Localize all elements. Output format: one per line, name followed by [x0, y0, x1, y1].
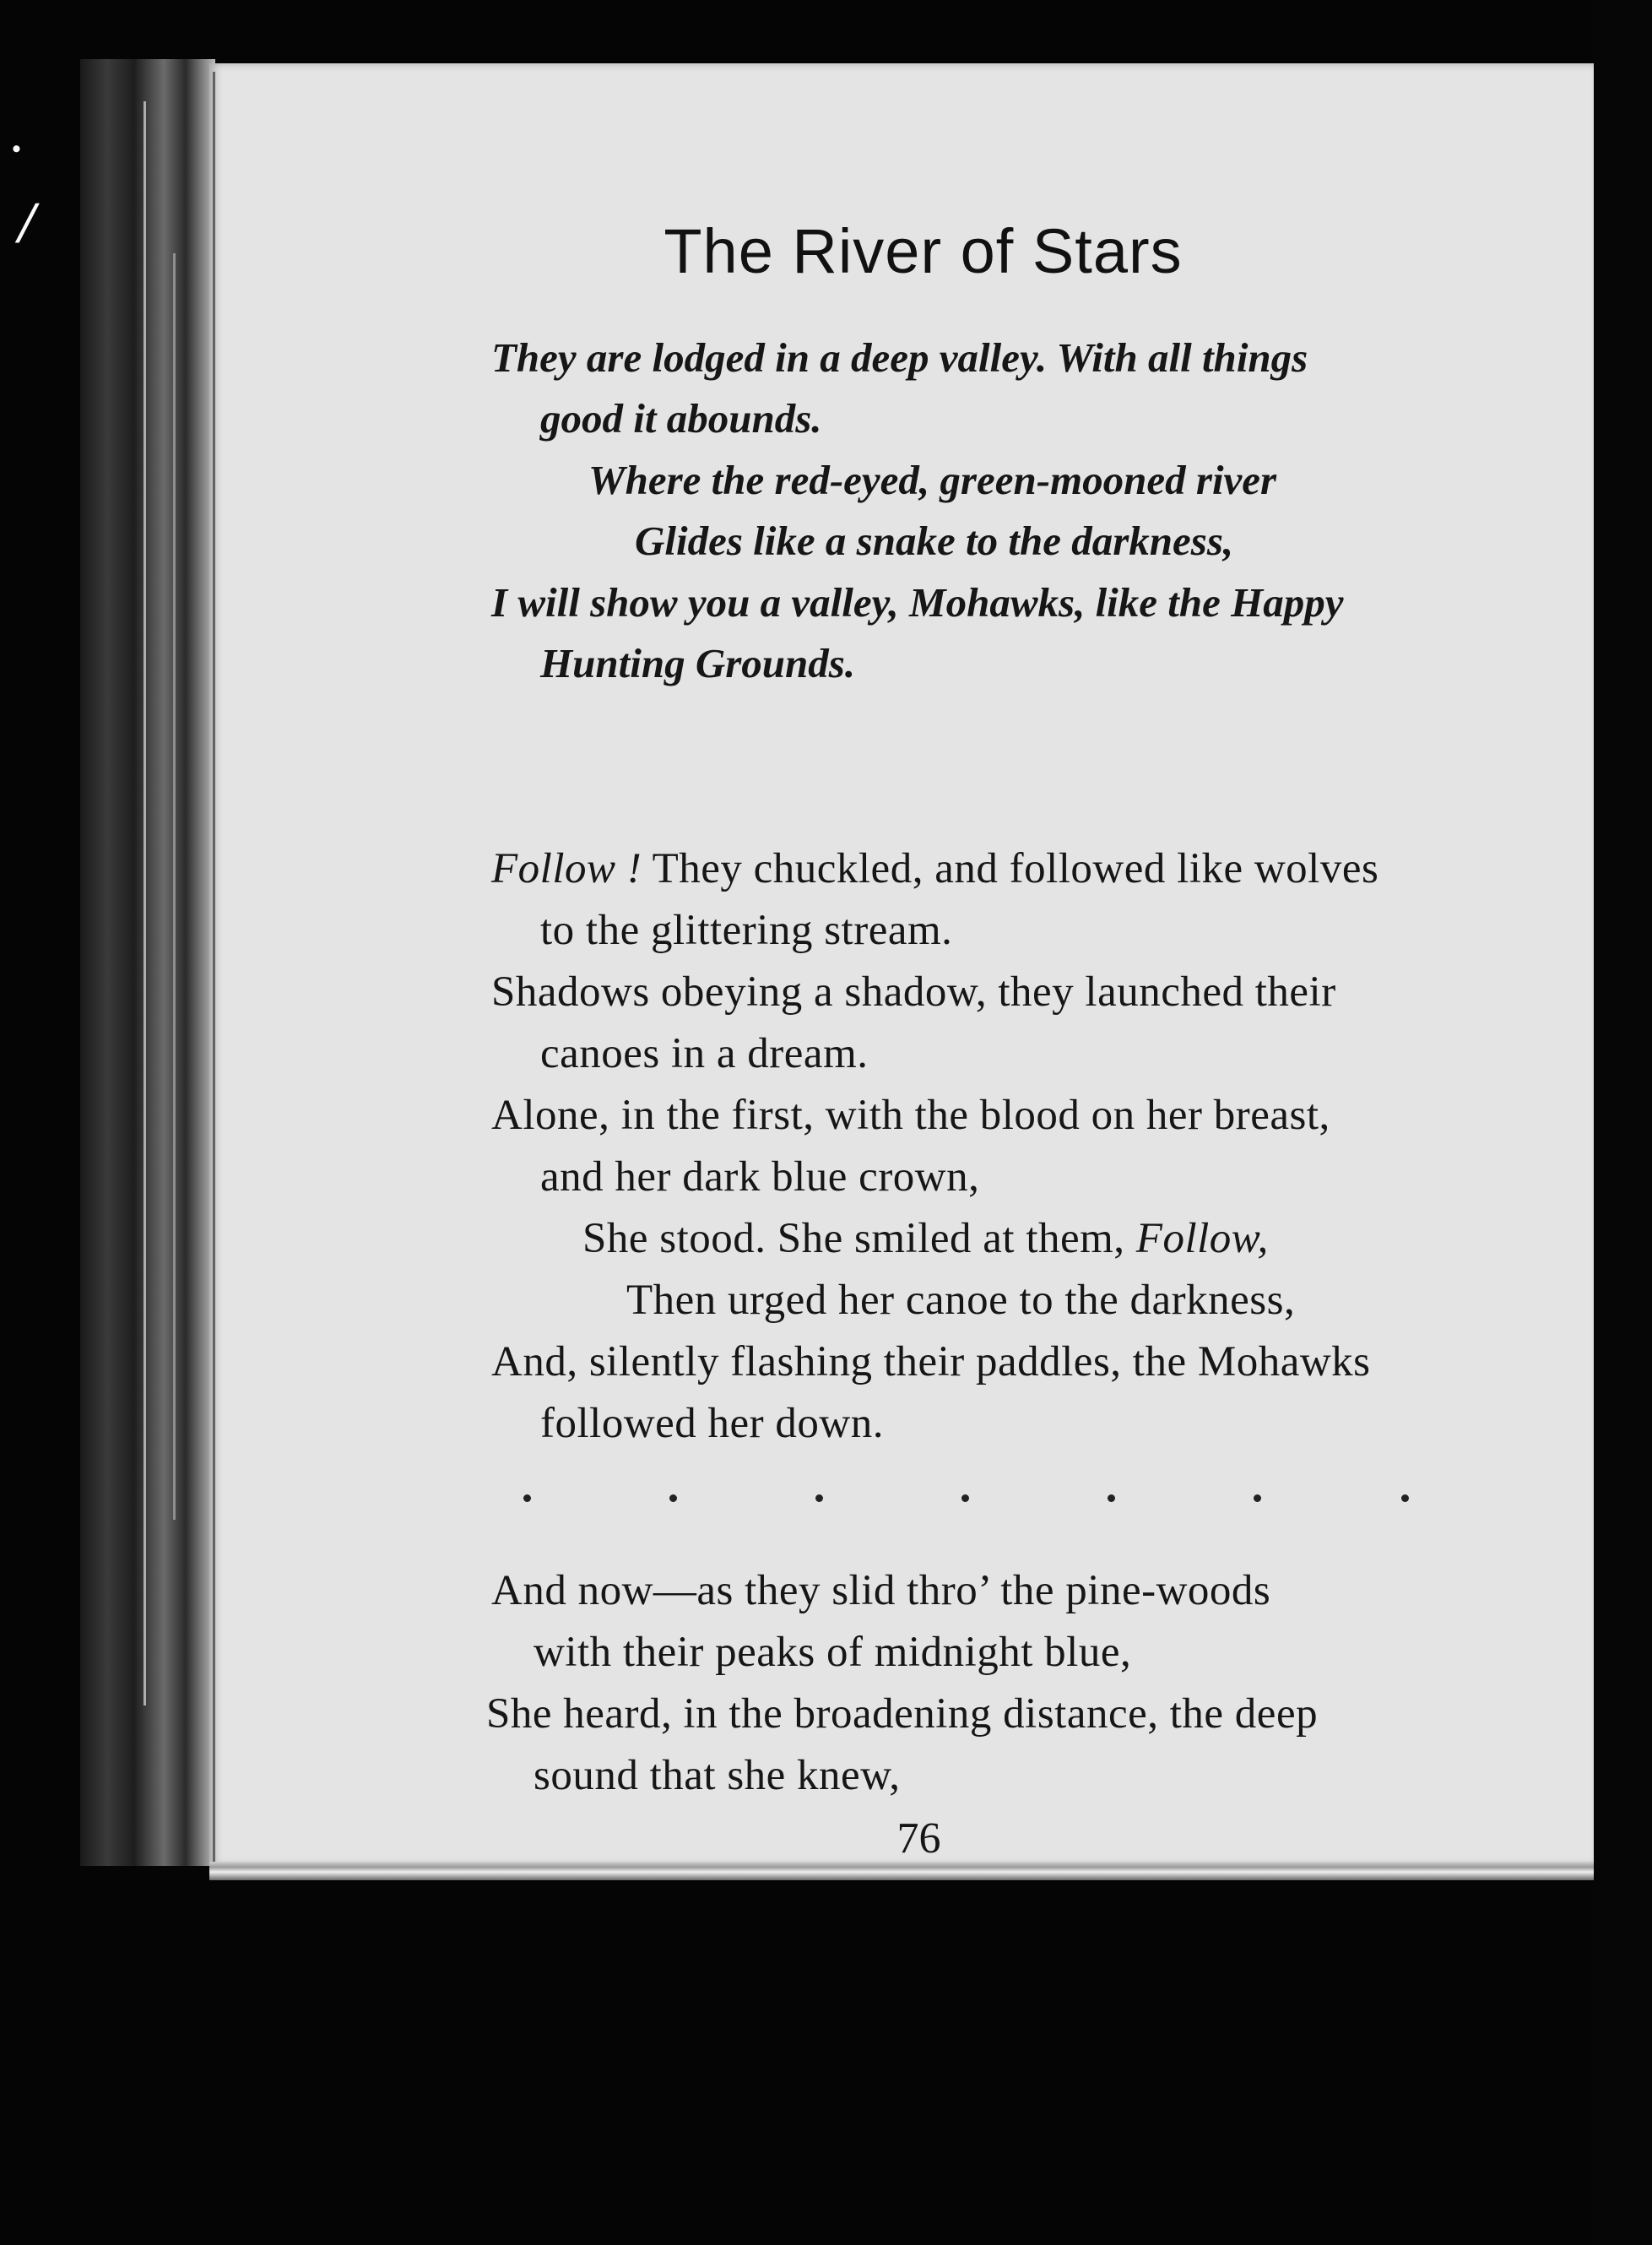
scan-right-margin	[1593, 0, 1652, 2245]
poem-line: I will show you a valley, Mohawks, like the Happy	[491, 579, 1344, 626]
poem-line-text: They chuckled, and followed like wolves	[642, 845, 1379, 892]
scan-margin-mark: /	[19, 191, 35, 256]
book-spine	[80, 59, 215, 1866]
poem-line: And now—as they slid thro’ the pine-woods	[491, 1567, 1271, 1614]
page-gutter-line	[213, 72, 215, 1862]
poem-line: sound that she knew,	[534, 1752, 901, 1799]
separator-dot	[961, 1494, 969, 1502]
separator-dot	[815, 1494, 823, 1502]
poem-line	[491, 844, 1378, 893]
poem-line: They are lodged in a deep valley. With all things	[491, 334, 1308, 381]
poem-line: with their peaks of midnight blue,	[534, 1629, 1132, 1676]
poem-line: Shadows obeying a shadow, they launched their	[491, 968, 1336, 1016]
spine-highlight	[144, 101, 146, 1705]
page-bottom-edge	[209, 1862, 1594, 1880]
separator-dot	[669, 1494, 677, 1502]
emphasis-word: Follow !	[491, 845, 642, 892]
page-number: 76	[896, 1814, 941, 1863]
poem-line: She heard, in the broadening distance, the deep	[486, 1690, 1319, 1738]
poem-line: And, silently flashing their paddles, the Mohawks	[491, 1338, 1371, 1386]
page-title: The River of Stars	[664, 216, 1183, 286]
separator-dot	[1401, 1494, 1409, 1502]
section-separator	[523, 1494, 1418, 1511]
poem-line: Alone, in the first, with the blood on her breast,	[491, 1092, 1330, 1139]
poem-line: and her dark blue crown,	[540, 1153, 980, 1201]
poem-line: Where the red-eyed, green-mooned river	[588, 457, 1277, 503]
spine-highlight	[173, 253, 176, 1520]
emphasis-word: Follow,	[1135, 1215, 1269, 1262]
poem-line: canoes in a dream.	[540, 1030, 869, 1077]
poem-line-text: She stood. She smiled at them,	[582, 1215, 1136, 1262]
poem-line: Hunting Grounds.	[540, 640, 856, 686]
separator-dot	[1108, 1494, 1115, 1502]
separator-dot	[523, 1494, 531, 1502]
poem-line: followed her down.	[540, 1400, 884, 1447]
poem-line: Then urged her canoe to the darkness,	[626, 1277, 1296, 1324]
poem-line: to the glittering stream.	[540, 907, 953, 954]
separator-dot	[1254, 1494, 1261, 1502]
scan-margin-mark: •	[12, 135, 21, 163]
poem-line	[582, 1214, 1269, 1263]
poem-line: Glides like a snake to the darkness,	[635, 518, 1234, 564]
poem-line: good it abounds.	[540, 395, 822, 442]
